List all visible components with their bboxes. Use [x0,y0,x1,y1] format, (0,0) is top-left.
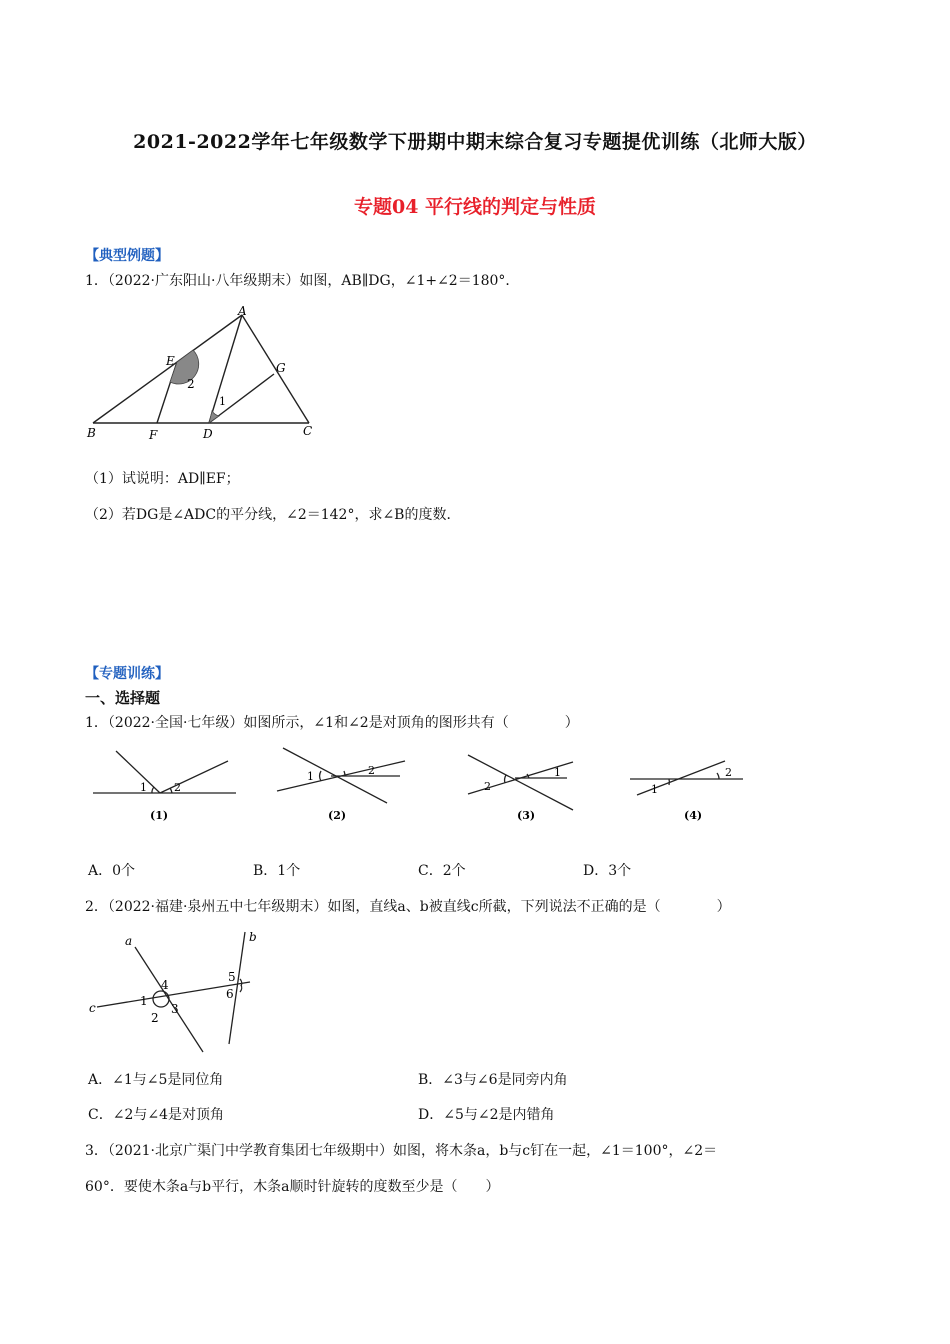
angle-1-shade [209,411,219,423]
fig1-caption: (1) [150,809,169,822]
example1-stem: 1．（2022·广东阳山·八年级期末）如图，AB∥DG，∠1+∠2＝180°． [85,273,520,289]
label-f: F [149,428,158,442]
label-angle-3: 3 [171,1002,179,1016]
label-angle-2: 2 [151,1011,159,1025]
q1-stem: 1．（2022·全国·七年级）如图所示，∠1和∠2是对顶角的图形共有（ ） [85,715,579,731]
fig2-angle-1: 1 [307,770,314,783]
q1-figure-2 [275,745,410,825]
fig1-angle-2: 2 [174,781,181,794]
label-angle-1: 1 [140,994,148,1008]
q2-lines-figure [85,927,270,1057]
q2-option-b[interactable]: B．∠3与∠6是同旁内角 [418,1072,568,1088]
fig2-angle-2: 2 [368,764,375,777]
label-angle-2: 2 [187,377,195,391]
label-angle-5: 5 [228,970,236,984]
topic-title: 专题04 平行线的判定与性质 [353,196,597,218]
label-angle-1: 1 [219,395,226,408]
label-d: D [203,427,213,441]
label-angle-6: 6 [226,987,234,1001]
q1-option-a[interactable]: A．0个 [88,863,136,879]
label-angle-4: 4 [161,978,169,992]
fig2-caption: (2) [328,809,347,822]
label-a: A [238,304,247,318]
q1-figure-3 [465,745,585,825]
label-e: E [166,354,175,368]
example1-part1: （1）试说明：AD∥EF； [85,471,240,487]
q2-option-a[interactable]: A．∠1与∠5是同位角 [88,1072,224,1088]
fig3-angle-1: 1 [554,766,561,779]
choice-heading: 一、选择题 [85,689,161,707]
example1-triangle-figure [80,302,330,447]
q1-figure-1 [88,745,243,825]
q2-option-d[interactable]: D．∠5与∠2是内错角 [418,1107,555,1123]
example-section-heading: 【典型例题】 [85,248,169,264]
document-title: 2021-2022学年七年级数学下册期中期末综合复习专题提优训练（北师大版） [133,131,817,153]
label-line-b: b [249,930,257,944]
q1-option-d[interactable]: D．3个 [583,863,632,879]
fig4-angle-2: 2 [725,766,732,779]
label-g: G [276,361,286,375]
label-line-c: c [89,1001,96,1015]
label-c: C [303,424,313,438]
q1-option-c[interactable]: C．2个 [418,863,466,879]
q2-option-c[interactable]: C．∠2与∠4是对顶角 [88,1107,224,1123]
fig1-angle-1: 1 [140,781,147,794]
fig4-angle-1: 1 [651,783,658,796]
example1-part2: （2）若DG是∠ADC的平分线，∠2＝142°，求∠B的度数． [85,507,461,523]
training-section-heading: 【专题训练】 [85,666,169,682]
q1-figure-4 [625,745,750,825]
fig4-caption: (4) [684,809,703,822]
fig3-angle-2: 2 [484,780,491,793]
label-line-a: a [125,934,133,948]
label-b: B [87,426,96,440]
q3-stem-line2: 60°．要使木条a与b平行，木条a顺时针旋转的度数至少是（ ） [85,1179,500,1195]
fig3-caption: (3) [517,809,536,822]
q2-stem: 2．（2022·福建·泉州五中七年级期末）如图，直线a、b被直线c所截，下列说法不正确的是（ ） [85,899,731,915]
q3-stem-line1: 3．（2021·北京广渠门中学教育集团七年级期中）如图，将木条a，b与c钉在一起，∠1＝100°，∠2＝ [85,1143,718,1159]
q1-option-b[interactable]: B．1个 [253,863,301,879]
